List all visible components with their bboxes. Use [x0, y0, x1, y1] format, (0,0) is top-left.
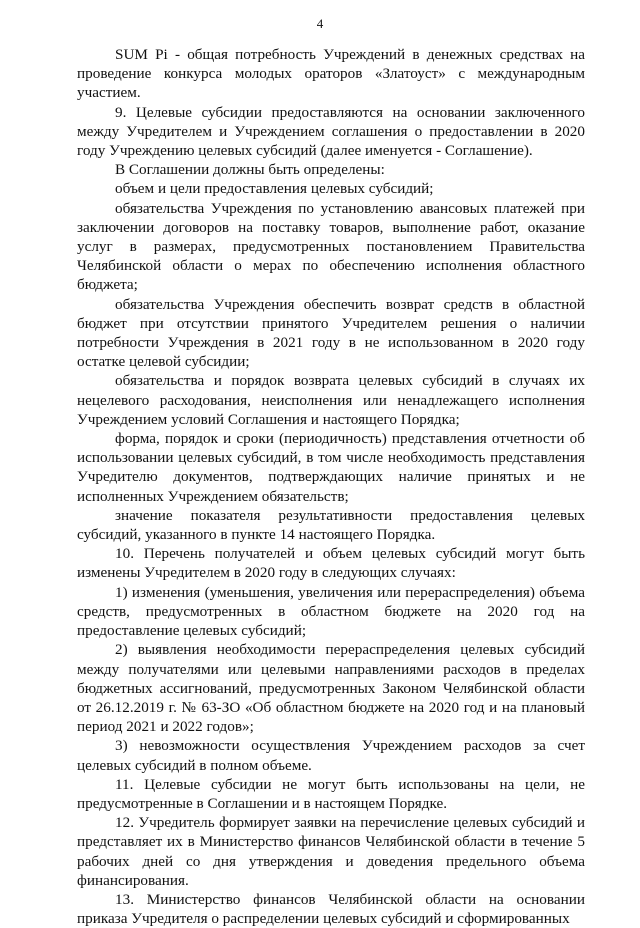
- paragraph: 11. Целевые субсидии не могут быть использованы на цели, не предусмотренные в Соглашении и в настоящем Порядке.: [77, 775, 585, 812]
- paragraph: 10. Перечень получателей и объем целевых субсидий могут быть изменены Учредителем в 2020 году в следующих случаях:: [77, 545, 585, 582]
- paragraph: обязательства Учреждения обеспечить возврат средств в областной бюджет при отсутствии принятого Учредителем решения о наличии потребности Учреждения в 2021 году в не использованном в 2020 году остатке целевой субсидии;: [77, 295, 585, 371]
- paragraph: 1) изменения (уменьшения, увеличения или перераспределения) объема средств, предусмотренных в областном бюджете на 2020 год на предоставление целевых субсидий;: [77, 583, 585, 640]
- paragraph: 9. Целевые субсидии предоставляются на основании заключенного между Учредителем и Учреждением соглашения о предоставлении в 2020 году Учреждению целевых субсидий (далее именуется - Соглашение).: [77, 103, 585, 160]
- paragraph: объем и цели предоставления целевых субсидий;: [115, 180, 434, 198]
- paragraph: В Соглашении должны быть определены:: [115, 161, 385, 179]
- paragraph: форма, порядок и сроки (периодичность) представления отчетности об использовании целевых субсидий, в том числе необходимость представления Учредителю документов, подтверждающих наличие принятых и не исполненных Учреждением обязательств;: [77, 430, 585, 505]
- paragraph: обязательства и порядок возврата целевых субсидий в случаях их нецелевого расходования, неисполнения или ненадлежащего исполнения Учреждением условий Соглашения и настоящего Порядка;: [77, 372, 585, 428]
- paragraph: SUM Pi - общая потребность Учреждений в денежных средствах на проведение конкурса молодых ораторов «Златоуст» с международным участием.: [77, 46, 585, 102]
- paragraph: 12. Учредитель формирует заявки на перечисление целевых субсидий и представляет их в Министерство финансов Челябинской области в течение 5 рабочих дней со дня утверждения и доведения предельного объема финансирования.: [77, 814, 585, 889]
- paragraph: 13. Министерство финансов Челябинской области на основании приказа Учредителя о распределении целевых субсидий и сформированных: [77, 890, 585, 928]
- paragraph: 3) невозможности осуществления Учреждением расходов за счет целевых субсидий в полном объеме.: [77, 737, 585, 774]
- paragraph: значение показателя результативности предоставления целевых субсидий, указанного в пункте 14 настоящего Порядка.: [77, 506, 585, 544]
- paragraph: 2) выявления необходимости перераспределения целевых субсидий между получателями или целевыми направлениями расходов в пределах бюджетных ассигнований, предусмотренных Законом Челябинской области от 26.12.2019 г. № 63-ЗО «Об областном бюджете на 2020 год и на плановый период 2021 и 2022 годов»;: [77, 641, 585, 736]
- paragraph: обязательства Учреждения по установлению авансовых платежей при заключении договоров на поставку товаров, выполнение работ, оказание услуг в размерах, предусмотренных постановлением Правительства Челябинской области о мерах по обеспечению исполнения областного бюджета;: [77, 199, 585, 294]
- page-number: 4: [316, 16, 324, 31]
- document-body: [77, 45, 585, 928]
